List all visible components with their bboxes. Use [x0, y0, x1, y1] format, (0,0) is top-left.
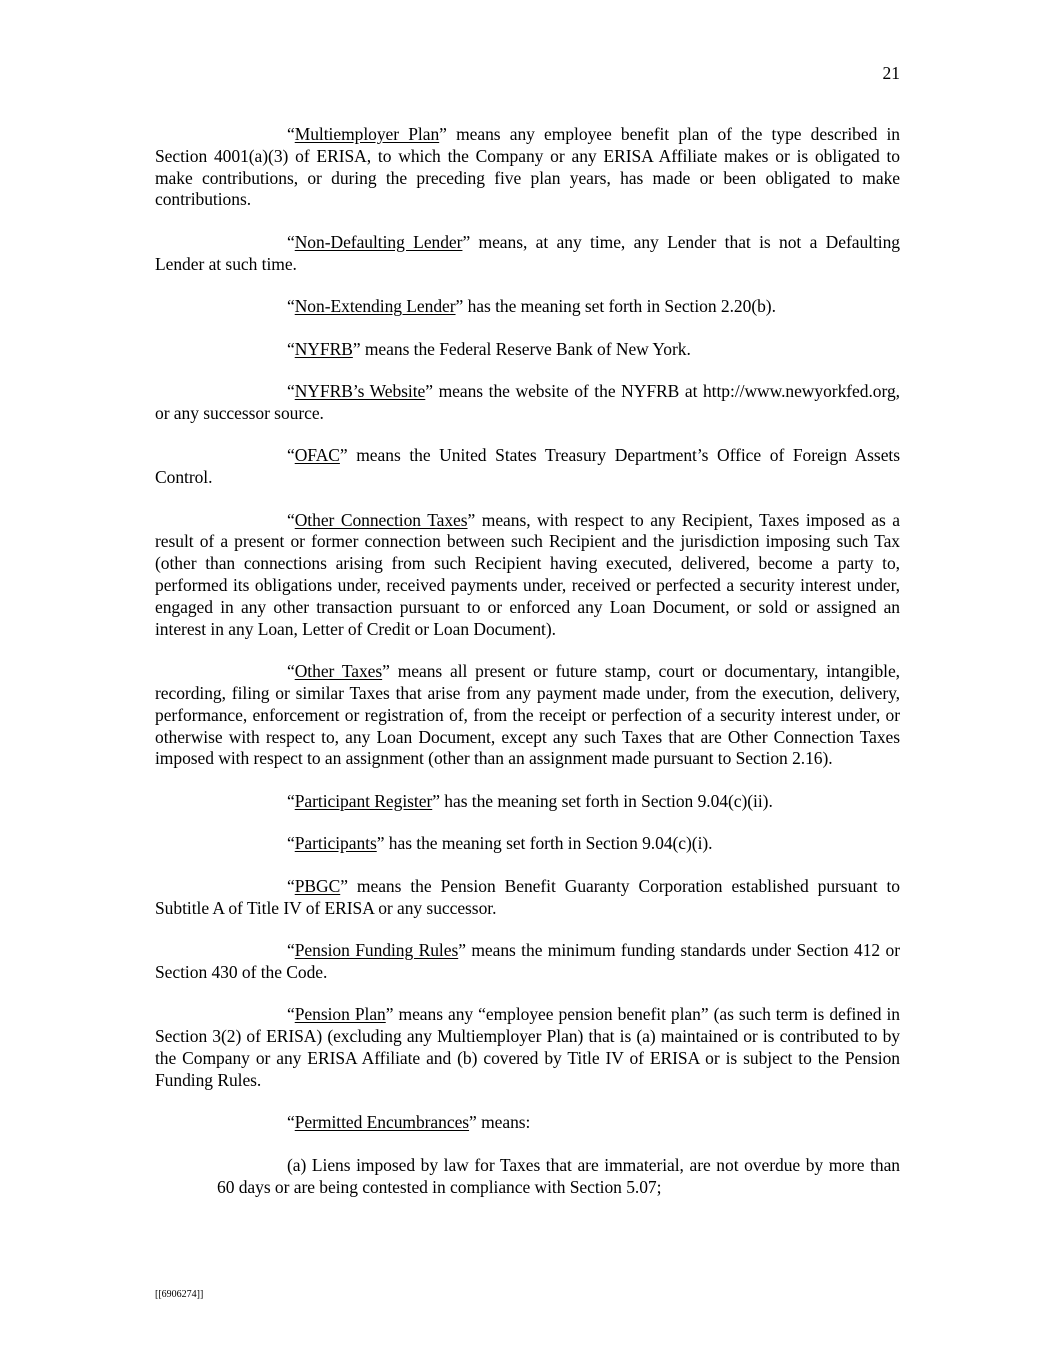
- definition-ofac: [155, 445, 900, 489]
- defined-term: Other Connection Taxes: [294, 509, 468, 530]
- definition-text: ” has the meaning set forth in Section 2.20(b).: [455, 296, 776, 317]
- open-quote: “: [287, 296, 295, 317]
- definition-text: ” means:: [469, 1112, 531, 1133]
- definition-text: ” means any employee benefit plan of the type described in Section 4001(a)(3) of ERISA, to which the Company or any ERISA Affiliate makes or is obligated to make contributions, or during the preceding five plan years, has made or been obligated to make contributions.: [155, 124, 900, 210]
- document-id-footer: [[6906274]]: [155, 1289, 204, 1300]
- definition-nyfrb: [155, 339, 900, 361]
- definition-non-defaulting-lender: [155, 232, 900, 276]
- defined-term: Permitted Encumbrances: [294, 1112, 470, 1133]
- definition-other-taxes: [155, 661, 900, 770]
- definition-text: ” means the Federal Reserve Bank of New York.: [352, 338, 691, 359]
- defined-term: NYFRB’s Website: [294, 381, 426, 402]
- open-quote: “: [287, 1112, 295, 1133]
- definition-participant-register: [155, 791, 900, 813]
- definition-pension-funding-rules: [155, 940, 900, 984]
- definition-text: ” means, at any time, any Lender that is not a Defaulting Lender at such time.: [155, 231, 900, 274]
- definition-text: ” has the meaning set forth in Section 9.04(c)(ii).: [432, 790, 773, 811]
- definition-nyfrb-website: [155, 381, 900, 425]
- defined-term: Pension Plan: [294, 1004, 386, 1025]
- definition-text: ” means the website of the NYFRB at http://www.newyorkfed.org, or any successor source.: [155, 381, 900, 423]
- defined-term: PBGC: [294, 875, 341, 896]
- definition-text: ” means, with respect to any Recipient, Taxes imposed as a result of a present or former connection between such Recipient and the jurisdiction imposing such Tax (other than connections arising from such Recipient having executed, delivered, become a party to, performed its obligations under, received payments under, received or perfected a security interest under, engaged in any other transaction pursuant to or enforced any Loan Document, or sold or assigned an interest in any Loan, Letter of Credit or Loan Document).: [155, 509, 900, 639]
- open-quote: “: [287, 940, 295, 961]
- definition-pbgc: [155, 876, 900, 920]
- defined-term: Participant Register: [294, 790, 433, 811]
- open-quote: “: [287, 381, 295, 402]
- document-body: [155, 124, 900, 1219]
- page-number: 21: [882, 63, 900, 83]
- defined-term: Multiemployer Plan: [294, 124, 440, 144]
- definition-text: ” means the Pension Benefit Guaranty Corporation established pursuant to Subtitle A of Title IV of ERISA or any successor.: [155, 875, 900, 918]
- definition-text: ” means all present or future stamp, court or documentary, intangible, recording, filing or similar Taxes that arise from any payment made under, from the execution, delivery, performance, enforcement or registration of, from the receipt or perfection of a security interest under, or otherwise with respect to, any Loan Document, except any such Taxes that are Other Connection Taxes imposed with respect to an assignment (other than an assignment made pursuant to Section 2.16).: [155, 661, 901, 769]
- defined-term: Pension Funding Rules: [294, 940, 459, 961]
- open-quote: “: [287, 1004, 295, 1025]
- definition-permitted-encumbrances: [155, 1112, 900, 1134]
- open-quote: “: [287, 231, 295, 252]
- defined-term: Non-Extending Lender: [294, 296, 456, 317]
- open-quote: “: [287, 790, 295, 811]
- defined-term: Participants: [294, 833, 377, 854]
- definition-other-connection-taxes: [155, 510, 900, 641]
- open-quote: “: [287, 338, 295, 359]
- defined-term: Other Taxes: [294, 661, 383, 682]
- open-quote: “: [287, 661, 295, 682]
- definition-text: ” means the minimum funding standards under Section 412 or Section 430 of the Code.: [155, 940, 900, 982]
- defined-term: OFAC: [294, 445, 340, 466]
- definition-non-extending-lender: [155, 296, 900, 318]
- open-quote: “: [287, 875, 295, 896]
- definition-text: ” has the meaning set forth in Section 9.04(c)(i).: [376, 833, 713, 854]
- defined-term: Non-Defaulting Lender: [294, 231, 463, 252]
- definition-participants: [155, 833, 900, 855]
- definition-text: ” means the United States Treasury Department’s Office of Foreign Assets Control.: [155, 445, 900, 488]
- defined-term: NYFRB: [294, 338, 353, 359]
- clause-a: (a) Liens imposed by law for Taxes that are immaterial, are not overdue by more than 60 days or are being contested in compliance with Section 5.07;: [217, 1154, 900, 1197]
- open-quote: “: [287, 509, 295, 530]
- definition-text: ” means any “employee pension benefit plan” (as such term is defined in Section 3(2) of ERISA) (excluding any Multiemployer Plan) that is (a) maintained or is contributed to by the Company or any ERISA Affiliate and (b) covered by Title IV of ERISA or is subject to the Pension Funding Rules.: [155, 1004, 900, 1090]
- definition-multiemployer-plan: [155, 124, 900, 211]
- open-quote: “: [287, 833, 295, 854]
- open-quote: “: [287, 124, 295, 144]
- open-quote: “: [287, 445, 295, 466]
- definition-pension-plan: [155, 1004, 900, 1091]
